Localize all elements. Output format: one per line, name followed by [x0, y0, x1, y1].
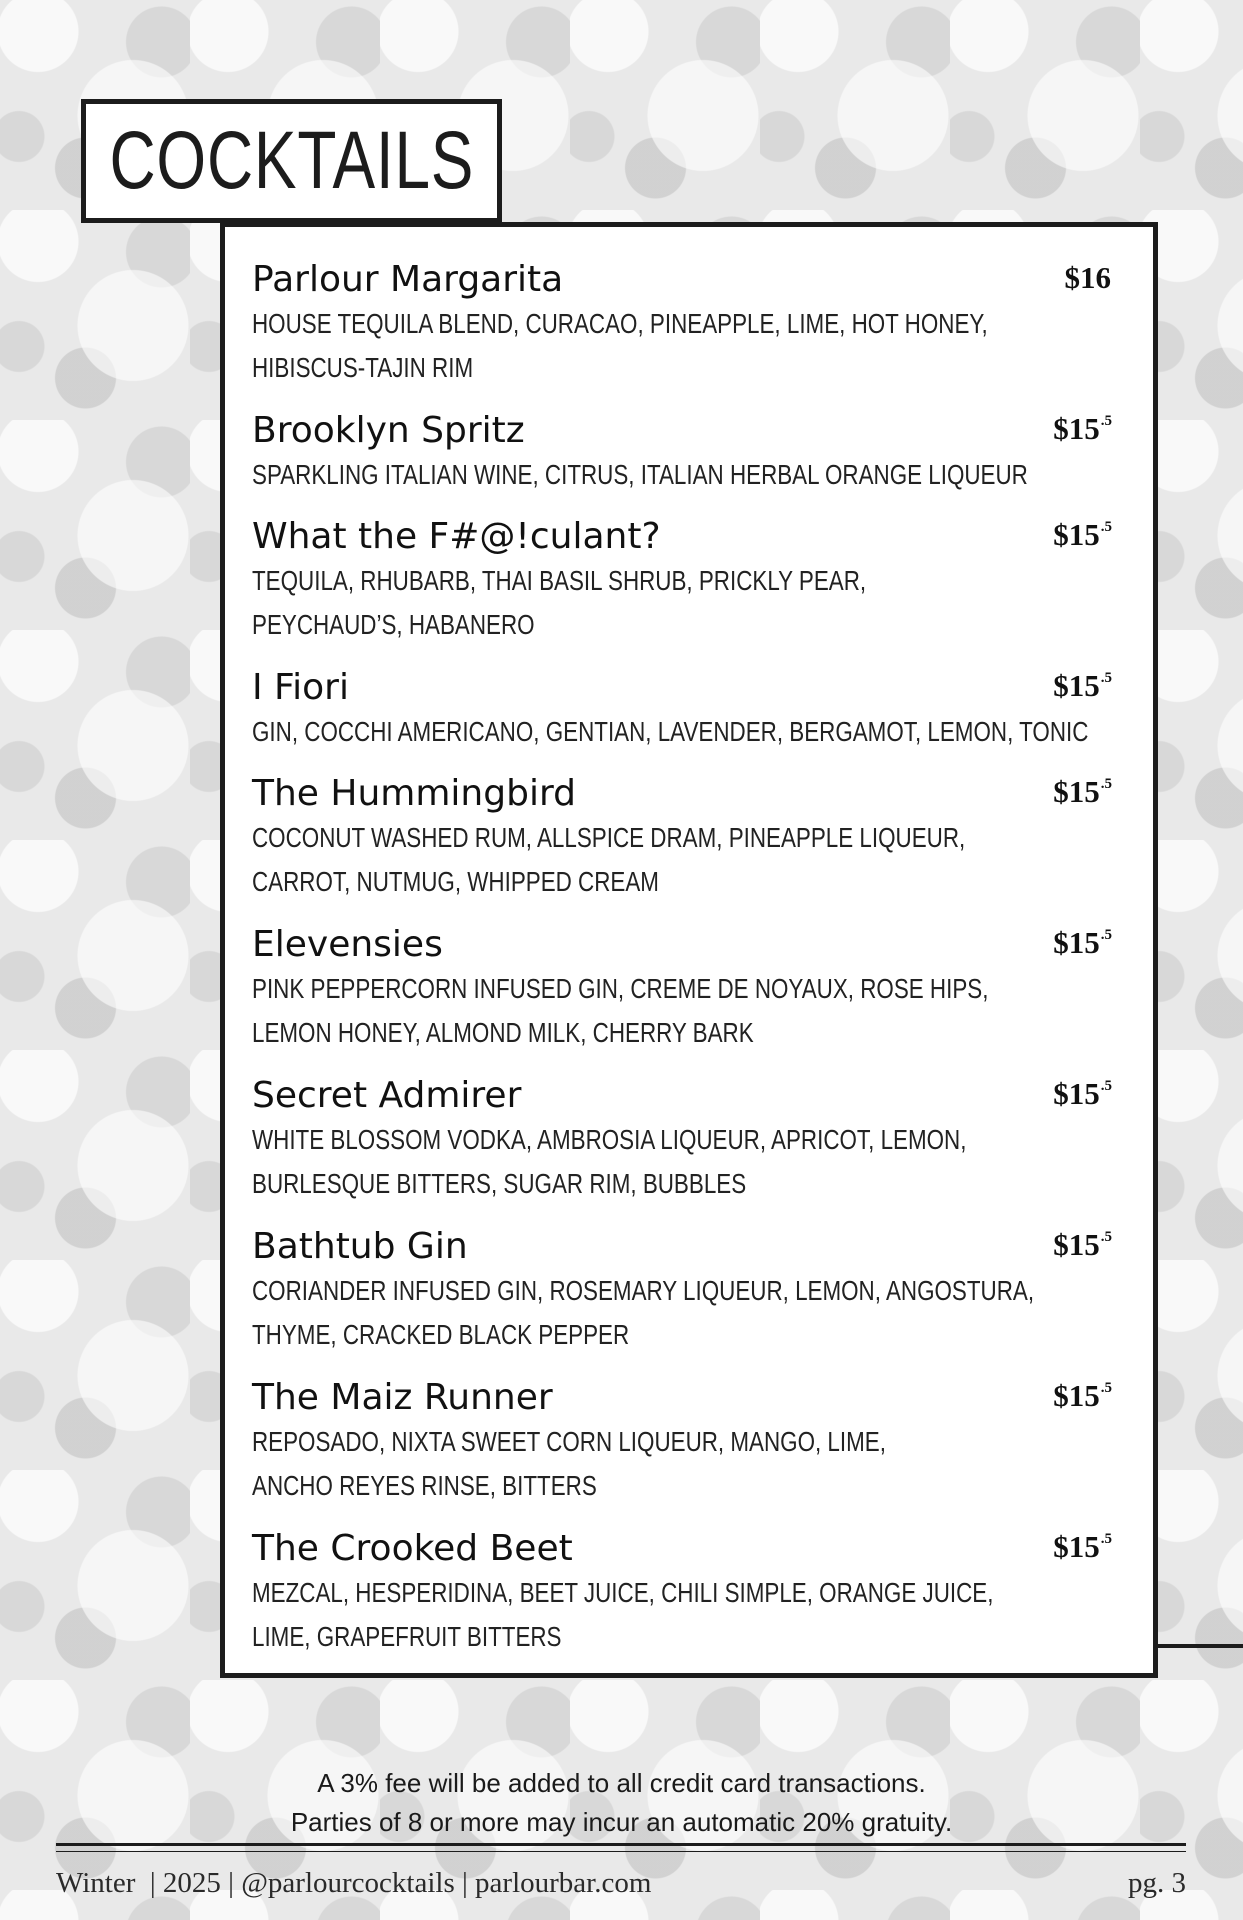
menu-item [252, 923, 1112, 1055]
item-description [252, 559, 1112, 647]
gratuity-notice: Parties of 8 or more may incur an automatic 20% gratuity. [290, 1807, 953, 1837]
item-price-dollars: $15 [1053, 517, 1100, 552]
item-price [1053, 1076, 1112, 1112]
item-name: The Hummingbird [252, 773, 576, 814]
menu-item [252, 258, 1112, 390]
menu-item [252, 515, 1112, 647]
item-price [1053, 411, 1112, 447]
item-description-line: ANCHO REYES RINSE, BITTERS [252, 1470, 597, 1501]
item-price-cents: .5 [1100, 1380, 1112, 1396]
title-box [81, 99, 502, 223]
page-title: COCKTAILS [109, 115, 474, 206]
credit-card-fee-notice: A 3% fee will be added to all credit card transactions. [317, 1768, 926, 1798]
item-price-cents: .5 [1100, 1078, 1112, 1094]
item-price-cents: .5 [1100, 413, 1112, 429]
item-price [1053, 1529, 1112, 1565]
page-number: pg. 3 [1128, 1867, 1186, 1899]
item-description-line: WHITE BLOSSOM VODKA, AMBROSIA LIQUEUR, APRICOT, LEMON, [252, 1124, 967, 1155]
item-description-line: CARROT, NUTMUG, WHIPPED CREAM [252, 866, 659, 897]
item-price-dollars: $15 [1053, 1227, 1100, 1262]
item-description-line: PEYCHAUD’S, HABANERO [252, 609, 535, 640]
item-price-cents: .5 [1100, 927, 1112, 943]
item-price [1053, 1378, 1112, 1414]
item-description-line: HIBISCUS-TAJIN RIM [252, 352, 474, 383]
item-description-line: SPARKLING ITALIAN WINE, CITRUS, ITALIAN HERBAL ORANGE LIQUEUR [252, 459, 1028, 490]
item-description [252, 302, 1112, 390]
side-rule [1158, 1644, 1243, 1648]
item-price [1053, 517, 1112, 553]
item-price-dollars: $15 [1053, 1076, 1100, 1111]
item-price-dollars: $15 [1053, 1378, 1100, 1413]
item-description-line: LIME, GRAPEFRUIT BITTERS [252, 1621, 562, 1652]
item-description-line: HOUSE TEQUILA BLEND, CURACAO, PINEAPPLE, LIME, HOT HONEY, [252, 308, 988, 339]
item-price [1053, 925, 1112, 961]
item-price-cents: .5 [1100, 519, 1112, 535]
footer-rule-thin [56, 1851, 1186, 1852]
item-price-dollars: $15 [1053, 411, 1100, 446]
item-price [1053, 668, 1112, 704]
item-name: Secret Admirer [252, 1075, 522, 1116]
item-description-line: PINK PEPPERCORN INFUSED GIN, CREME DE NOYAUX, ROSE HIPS, [252, 973, 989, 1004]
footer-info: Winter | 2025 | @parlourcocktails | parlourbar.com [56, 1867, 652, 1899]
item-name: Elevensies [252, 924, 443, 965]
item-description-line: BURLESQUE BITTERS, SUGAR RIM, BUBBLES [252, 1168, 747, 1199]
item-description [252, 1269, 1112, 1357]
item-price [1053, 774, 1112, 810]
menu-item [252, 772, 1112, 904]
item-price-cents: .5 [1100, 1229, 1112, 1245]
item-name: What the F#@!culant? [252, 516, 661, 557]
item-price-dollars: $15 [1053, 925, 1100, 960]
item-description [252, 1420, 1112, 1508]
item-name: Parlour Margarita [252, 259, 564, 300]
item-name: The Maiz Runner [252, 1377, 553, 1418]
item-name: Bathtub Gin [252, 1226, 468, 1267]
menu-item [252, 1527, 1112, 1659]
item-description-line: MEZCAL, HESPERIDINA, BEET JUICE, CHILI SIMPLE, ORANGE JUICE, [252, 1577, 994, 1608]
item-description-line: LEMON HONEY, ALMOND MILK, CHERRY BARK [252, 1017, 754, 1048]
item-description [252, 967, 1112, 1055]
item-price [1065, 260, 1113, 296]
item-description [252, 816, 1112, 904]
item-name: The Crooked Beet [252, 1528, 573, 1569]
item-description-line: THYME, CRACKED BLACK PEPPER [252, 1319, 630, 1350]
item-name: I Fiori [252, 667, 349, 708]
item-description-line: CORIANDER INFUSED GIN, ROSEMARY LIQUEUR, LEMON, ANGOSTURA, [252, 1275, 1035, 1306]
item-description [252, 1118, 1112, 1206]
menu-item [252, 409, 1112, 497]
item-price-dollars: $16 [1064, 260, 1111, 295]
item-price-dollars: $15 [1053, 1529, 1100, 1564]
menu-item [252, 1074, 1112, 1206]
menu-item [252, 1376, 1112, 1508]
item-description-line: REPOSADO, NIXTA SWEET CORN LIQUEUR, MANGO, LIME, [252, 1426, 886, 1457]
item-price [1053, 1227, 1112, 1263]
item-description-line: TEQUILA, RHUBARB, THAI BASIL SHRUB, PRICKLY PEAR, [252, 565, 867, 596]
item-description [252, 710, 1112, 754]
item-price-dollars: $15 [1053, 668, 1100, 703]
item-price-dollars: $15 [1053, 774, 1100, 809]
item-price-cents: .5 [1100, 776, 1112, 792]
menu-item [252, 1225, 1112, 1357]
menu-item [252, 666, 1112, 754]
item-description [252, 453, 1112, 497]
item-name: Brooklyn Spritz [252, 410, 525, 451]
footer-rule [56, 1843, 1186, 1846]
item-description [252, 1571, 1112, 1659]
item-price-cents: .5 [1100, 670, 1112, 686]
item-description-line: GIN, COCCHI AMERICANO, GENTIAN, LAVENDER, BERGAMOT, LEMON, TONIC [252, 716, 1089, 747]
item-description-line: COCONUT WASHED RUM, ALLSPICE DRAM, PINEAPPLE LIQUEUR, [252, 822, 966, 853]
item-price-cents: .5 [1100, 1531, 1112, 1547]
